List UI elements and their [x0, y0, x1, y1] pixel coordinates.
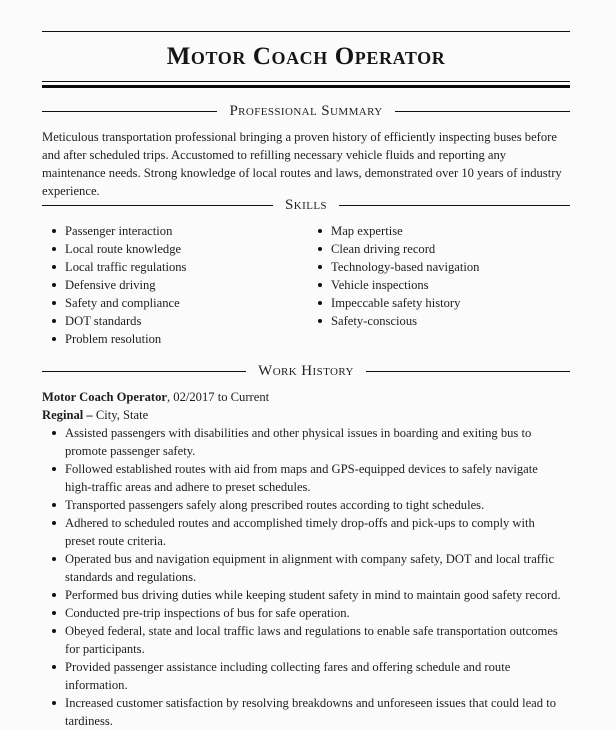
title-rule-thin	[42, 81, 570, 82]
section-title: Skills	[285, 197, 327, 213]
heading-rule-right	[339, 205, 570, 206]
duty-item: Conducted pre-trip inspections of bus for safe operation.	[52, 604, 562, 622]
skill-item: Safety and compliance	[52, 294, 186, 312]
heading-rule-left	[42, 205, 273, 206]
job-company-line	[42, 406, 570, 424]
company-location: City, State	[92, 408, 149, 422]
duty-item: Followed established routes with aid from maps and GPS-equipped devices to safely navigate high-traffic areas and adhere to preset schedules.	[52, 460, 562, 496]
skill-item: DOT standards	[52, 312, 186, 330]
heading-rule-right	[395, 111, 570, 112]
summary-text: Meticulous transportation professional bringing a proven history of efficiently inspecting buses before and after scheduled trips. Accustomed to refilling necessary vehicle fluids and reporting any maintenance needs. Strong knowledge of local routes and laws, demonstrated over 10 years of industry experience.	[42, 130, 562, 198]
job-duties-list	[52, 424, 562, 730]
job-dates: , 02/2017 to Current	[166, 390, 270, 404]
section-heading-summary	[42, 102, 570, 120]
heading-rule-left	[42, 111, 217, 112]
skill-item: Problem resolution	[52, 330, 186, 348]
job-entry	[42, 388, 570, 730]
skill-item: Impeccable safety history	[318, 294, 479, 312]
resume-title: Motor Coach Operator	[166, 43, 446, 70]
duty-item: Assisted passengers with disabilities and other physical issues in boarding and exiting bus to promote passenger safety.	[52, 424, 562, 460]
job-title-line	[42, 388, 570, 406]
skill-item: Map expertise	[318, 222, 479, 240]
duty-item: Performed bus driving duties while keeping student safety in mind to maintain good safety record.	[52, 586, 562, 604]
top-rule	[42, 31, 570, 32]
section-heading-work-history	[42, 362, 570, 380]
skills-list-right	[318, 222, 479, 330]
skill-item: Safety-conscious	[318, 312, 479, 330]
skill-item: Clean driving record	[318, 240, 479, 258]
section-title: Professional Summary	[229, 103, 383, 119]
company-name: Reginal –	[42, 408, 93, 422]
job-title: Motor Coach Operator	[42, 390, 167, 404]
skill-item: Passenger interaction	[52, 222, 186, 240]
heading-rule-right	[366, 371, 570, 372]
section-heading-skills	[42, 196, 570, 214]
duty-item: Transported passengers safely along prescribed routes according to tight schedules.	[52, 496, 562, 514]
skills-list-left	[52, 222, 186, 348]
skill-item: Local route knowledge	[52, 240, 186, 258]
skill-item: Vehicle inspections	[318, 276, 479, 294]
skill-item: Technology-based navigation	[318, 258, 479, 276]
duty-item: Provided passenger assistance including collecting fares and offering schedule and route information.	[52, 658, 562, 694]
duty-item: Operated bus and navigation equipment in alignment with company safety, DOT and local traffic standards and regulations.	[52, 550, 562, 586]
duty-item: Increased customer satisfaction by resolving breakdowns and unforeseen issues that could lead to tardiness.	[52, 694, 562, 730]
section-title: Work History	[258, 363, 354, 379]
skill-item: Defensive driving	[52, 276, 186, 294]
skill-item: Local traffic regulations	[52, 258, 186, 276]
duty-item: Adhered to scheduled routes and accomplished timely drop-offs and pick-ups to comply with preset route criteria.	[52, 514, 562, 550]
heading-rule-left	[42, 371, 246, 372]
title-rule-thick	[42, 85, 570, 89]
duty-item: Obeyed federal, state and local traffic laws and regulations to enable safe transportation outcomes for participants.	[52, 622, 562, 658]
